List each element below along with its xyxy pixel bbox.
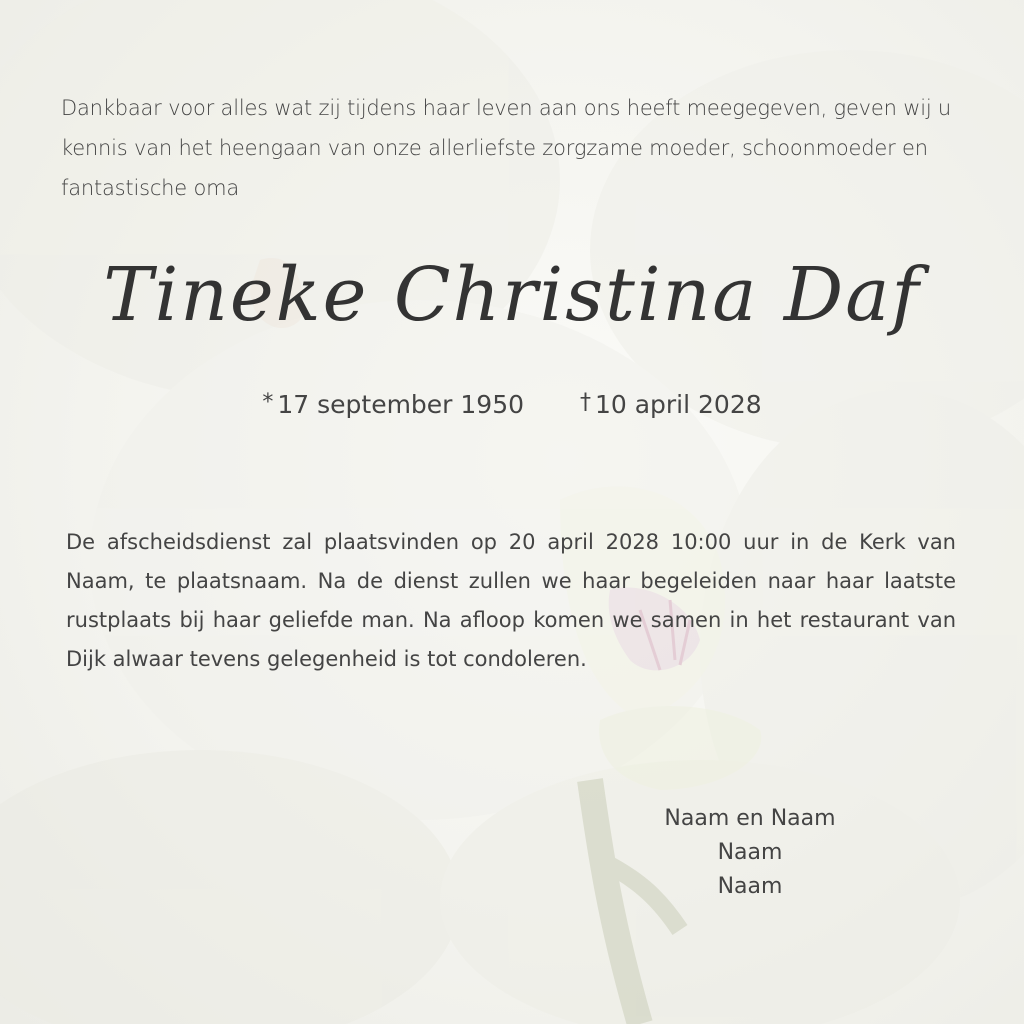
service-paragraph: De afscheidsdienst zal plaatsvinden op 20 april 2028 10:00 uur in de Kerk van Naam, te plaatsnaam. Na de dienst zullen we haar begeleiden naar haar laatste rustplaats bij haar geliefde man. Na afloop komen we samen in het restaurant van Dijk alwaar tevens gelegenheid is tot condoleren. <box>66 530 956 671</box>
signature-line: Naam <box>717 840 783 865</box>
signature-line: Naam <box>717 874 783 899</box>
deceased-name: Tineke Christina Daf <box>103 252 921 338</box>
intro-paragraph: Dankbaar voor alles wat zij tijdens haar leven aan ons heeft meegegeven, geven wij u kennis van het heengaan van onze allerliefste zorgzame moeder, schoonmoeder en fantastische oma <box>61 96 952 200</box>
life-dates <box>0 390 1024 419</box>
signature-block <box>600 802 900 904</box>
death-symbol: † <box>579 390 591 415</box>
birth-date: 17 september 1950 <box>277 390 525 419</box>
signature-line: Naam en Naam <box>664 806 836 831</box>
death-date: 10 april 2028 <box>594 390 762 419</box>
birth-symbol: * <box>262 390 274 415</box>
